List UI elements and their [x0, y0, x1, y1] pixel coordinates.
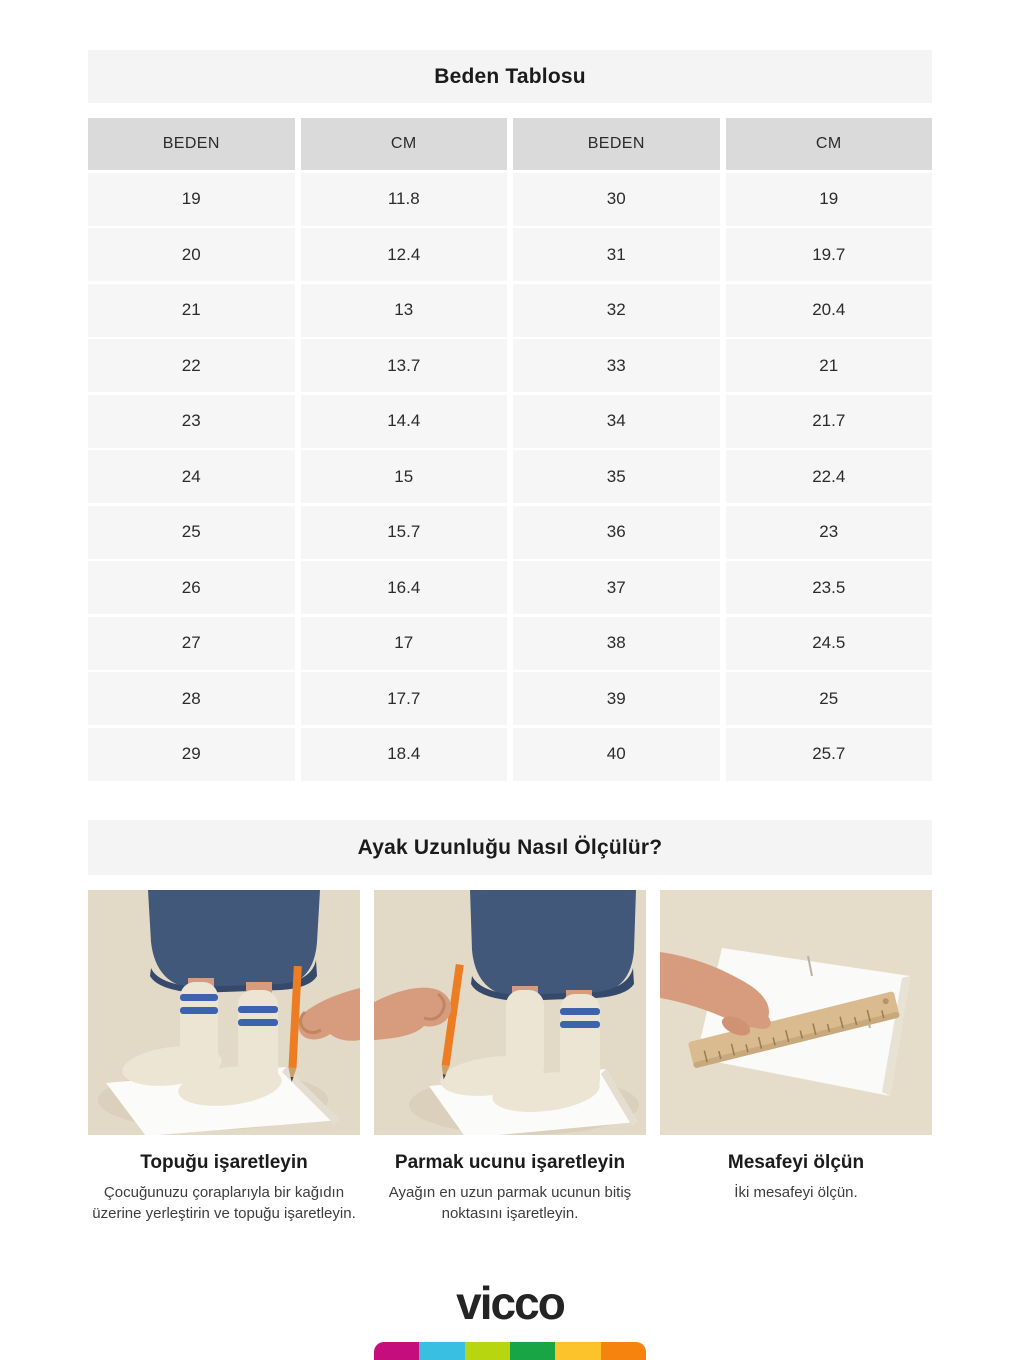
size-table-cell: 13 — [301, 284, 508, 337]
size-table-cell: 25.7 — [726, 728, 933, 781]
size-table-cell: 16.4 — [301, 561, 508, 614]
measure-captions-row — [88, 1152, 932, 1225]
caption-mark-heel — [88, 1152, 360, 1225]
size-table — [88, 118, 932, 781]
size-table-cell: 40 — [513, 728, 720, 781]
size-table-cell: 19 — [88, 173, 295, 226]
size-table-cell: 32 — [513, 284, 720, 337]
size-table-cell: 20 — [88, 228, 295, 281]
size-table-cell: 12.4 — [301, 228, 508, 281]
brand-color-segment — [465, 1342, 510, 1360]
size-table-cell: 21 — [726, 339, 933, 392]
size-table-cell: 34 — [513, 395, 720, 448]
brand-color-segment — [601, 1342, 646, 1360]
size-table-header-cell: CM — [726, 118, 933, 170]
brand-color-segment — [555, 1342, 600, 1360]
size-table-cell: 15.7 — [301, 506, 508, 559]
caption-heading: Mesafeyi ölçün — [727, 1152, 865, 1173]
size-table-cell: 26 — [88, 561, 295, 614]
caption-description: Çocuğunuzu çoraplarıyla bir kağıdın üzerine yerleştirin ve topuğu işaretleyin. — [92, 1184, 356, 1223]
mark-toe-photo — [374, 890, 646, 1135]
size-table-cell: 25 — [726, 672, 933, 725]
size-table-cell: 11.8 — [301, 173, 508, 226]
size-table-cell: 39 — [513, 672, 720, 725]
size-table-header-cell: BEDEN — [88, 118, 295, 170]
measure-distance-photo — [660, 890, 932, 1135]
size-table-cell: 17.7 — [301, 672, 508, 725]
size-table-cell: 20.4 — [726, 284, 933, 337]
size-table-cell: 24.5 — [726, 617, 933, 670]
size-table-title: Beden Tablosu — [434, 64, 586, 88]
size-table-header-cell: CM — [301, 118, 508, 170]
brand-color-segment — [419, 1342, 464, 1360]
size-table-title-bar — [88, 50, 932, 103]
caption-measure-distance — [660, 1152, 932, 1225]
size-table-cell: 24 — [88, 450, 295, 503]
size-table-cell: 27 — [88, 617, 295, 670]
vicco-logo: vicco — [456, 1277, 564, 1329]
size-table-cell: 23 — [88, 395, 295, 448]
measure-distance-illustration — [660, 890, 932, 1135]
size-table-cell: 31 — [513, 228, 720, 281]
caption-description: İki mesafeyi ölçün. — [734, 1184, 858, 1201]
mark-heel-illustration — [88, 890, 360, 1135]
caption-heading: Topuğu işaretleyin — [140, 1152, 308, 1173]
caption-heading: Parmak ucunu işaretleyin — [394, 1152, 626, 1173]
size-table-cell: 38 — [513, 617, 720, 670]
size-table-cell: 36 — [513, 506, 720, 559]
size-table-cell: 21 — [88, 284, 295, 337]
size-table-cell: 15 — [301, 450, 508, 503]
size-table-cell: 13.7 — [301, 339, 508, 392]
brand-color-segment — [374, 1342, 419, 1360]
measure-title-bar — [88, 820, 932, 875]
brand-color-bar — [374, 1342, 646, 1360]
size-table-cell: 22 — [88, 339, 295, 392]
size-table-cell: 22.4 — [726, 450, 933, 503]
size-table-cell: 23.5 — [726, 561, 933, 614]
size-table-cell: 35 — [513, 450, 720, 503]
size-table-cell: 17 — [301, 617, 508, 670]
caption-mark-toe — [374, 1152, 646, 1225]
caption-description: Ayağın en uzun parmak ucunun bitiş noktasını işaretleyin. — [388, 1184, 632, 1223]
size-table-cell: 21.7 — [726, 395, 933, 448]
size-table-cell: 18.4 — [301, 728, 508, 781]
measure-title: Ayak Uzunluğu Nasıl Ölçülür? — [357, 835, 663, 859]
size-table-header-cell: BEDEN — [513, 118, 720, 170]
brand-color-segment — [510, 1342, 555, 1360]
size-table-cell: 23 — [726, 506, 933, 559]
measure-photos-row — [88, 890, 932, 1135]
size-table-cell: 30 — [513, 173, 720, 226]
size-table-cell: 28 — [88, 672, 295, 725]
size-table-cell: 14.4 — [301, 395, 508, 448]
mark-heel-photo — [88, 890, 360, 1135]
size-table-cell: 29 — [88, 728, 295, 781]
size-table-cell: 25 — [88, 506, 295, 559]
size-table-cell: 33 — [513, 339, 720, 392]
size-table-cell: 19.7 — [726, 228, 933, 281]
mark-toe-illustration — [374, 890, 646, 1135]
size-table-cell: 37 — [513, 561, 720, 614]
size-table-cell: 19 — [726, 173, 933, 226]
